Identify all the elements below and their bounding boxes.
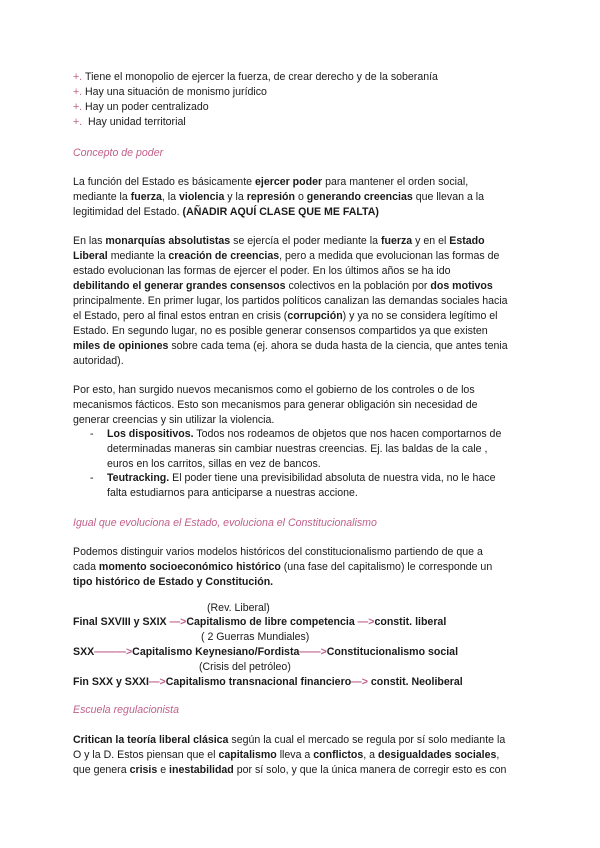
dash-marker: - (90, 472, 94, 484)
timeline-row: Final SXVIII y SXIX —>Capitalismo de libre competencia —>constit. liberal (73, 616, 447, 628)
timeline-row: SXX———>Capitalismo Keynesiano/Fordista——>Constitucionalismo social (73, 646, 459, 658)
paragraph-line: autoridad). (73, 355, 124, 367)
timeline-note: (Rev. Liberal) (207, 602, 270, 614)
list-item-dispositivos: Los dispositivos. Todos nos rodeamos de objetos que nos hacen comportarnos de (107, 428, 502, 440)
dash-marker: - (90, 428, 94, 440)
paragraph-line: mecanismos fácticos. Esto son mecanismos para generar obligación sin necesidad de (73, 399, 478, 411)
paragraph-line: legitimidad del Estado. (AÑADIR AQUÍ CLASE QUE ME FALTA) (73, 206, 379, 218)
section-heading-constitucionalismo: Igual que evoluciona el Estado, evoluciona el Constitucionalismo (73, 517, 377, 529)
timeline-note: ( 2 Guerras Mundiales) (201, 631, 310, 643)
paragraph-line: cada momento socioeconómico histórico (una fase del capitalismo) le corresponde un (73, 561, 493, 573)
paragraph-line: debilitando el generar grandes consensos colectivos en la población por dos motivos (73, 280, 493, 292)
paragraph-line: mediante la fuerza, la violencia y la represión o generando creencias que llevan a la (73, 191, 485, 203)
paragraph-line: el Estado, pero al final estos entran en crisis (corrupción) y ya no se considera legítimo el (73, 310, 498, 322)
section-heading-regulacionista: Escuela regulacionista (73, 704, 179, 716)
bullet-marker: +. (73, 71, 83, 83)
bullet-marker: +. (73, 116, 83, 128)
paragraph-line: principalmente. En primer lugar, los partidos políticos canalizan las demandas sociales hacia (73, 295, 508, 307)
timeline-note: (Crisis del petróleo) (199, 661, 291, 673)
paragraph-line: Podemos distinguir varios modelos históricos del constitucionalismo partiendo de que a (73, 546, 483, 558)
paragraph-line: Liberal mediante la creación de creencias, pero a medida que evolucionan las formas de (73, 250, 500, 262)
paragraph-line: En las monarquías absolutistas se ejercía el poder mediante la fuerza y en el Estado (73, 235, 485, 247)
paragraph-line: generar creencias y sin utilizar la violencia. (73, 414, 275, 426)
section-heading-concepto-poder: Concepto de poder (73, 147, 164, 159)
bullet-marker: +. (73, 86, 83, 98)
paragraph-line: Por esto, han surgido nuevos mecanismos como el gobierno de los controles o de los (73, 384, 475, 396)
bullet-item: +. Hay unidad territorial (73, 116, 186, 128)
paragraph-line: O y la D. Estos piensan que el capitalismo lleva a conflictos, a desigualdades sociales, (73, 749, 500, 761)
list-item-line: euros en los carritos, sillas en vez de bancos. (107, 458, 321, 470)
paragraph-line: miles de opiniones sobre cada tema (ej. ahora se duda hasta de la ciencia, que antes tenia (73, 340, 508, 352)
paragraph-line: Critican la teoría liberal clásica según la cual el mercado se regula por sí solo mediante la (73, 734, 506, 746)
bullet-item: +. Hay una situación de monismo jurídico (73, 86, 267, 98)
list-item-line: falta estudiarnos para anticiparse a nuestras accione. (107, 487, 358, 499)
list-item-teutracking: Teutracking. El poder tiene una previsibilidad absoluta de nuestra vida, no le hace (107, 472, 496, 484)
bullet-item: +. Hay un poder centralizado (73, 101, 209, 113)
paragraph-line: Estado. En segundo lugar, no es posible generar consensos compartidos ya que existen (73, 325, 488, 337)
paragraph-line: estado evolucionan las formas de ejercer el poder. En los últimos años se ha ido (73, 265, 451, 277)
paragraph-line: La función del Estado es básicamente ejercer poder para mantener el orden social, (73, 176, 469, 188)
bullet-marker: +. (73, 101, 83, 113)
timeline-row: Fin SXX y SXXI—>Capitalismo transnacional financiero—> constit. Neoliberal (73, 676, 463, 688)
paragraph-line: tipo histórico de Estado y Constitución. (73, 576, 274, 588)
bullet-item: +. Tiene el monopolio de ejercer la fuerza, de crear derecho y de la soberanía (73, 71, 438, 83)
paragraph-line: que genera crisis e inestabilidad por sí solo, y que la única manera de corregir esto es con (73, 764, 507, 776)
list-item-line: determinadas maneras sin cambiar nuestras creencias. Ej. las baldas de la cale , (107, 443, 488, 455)
